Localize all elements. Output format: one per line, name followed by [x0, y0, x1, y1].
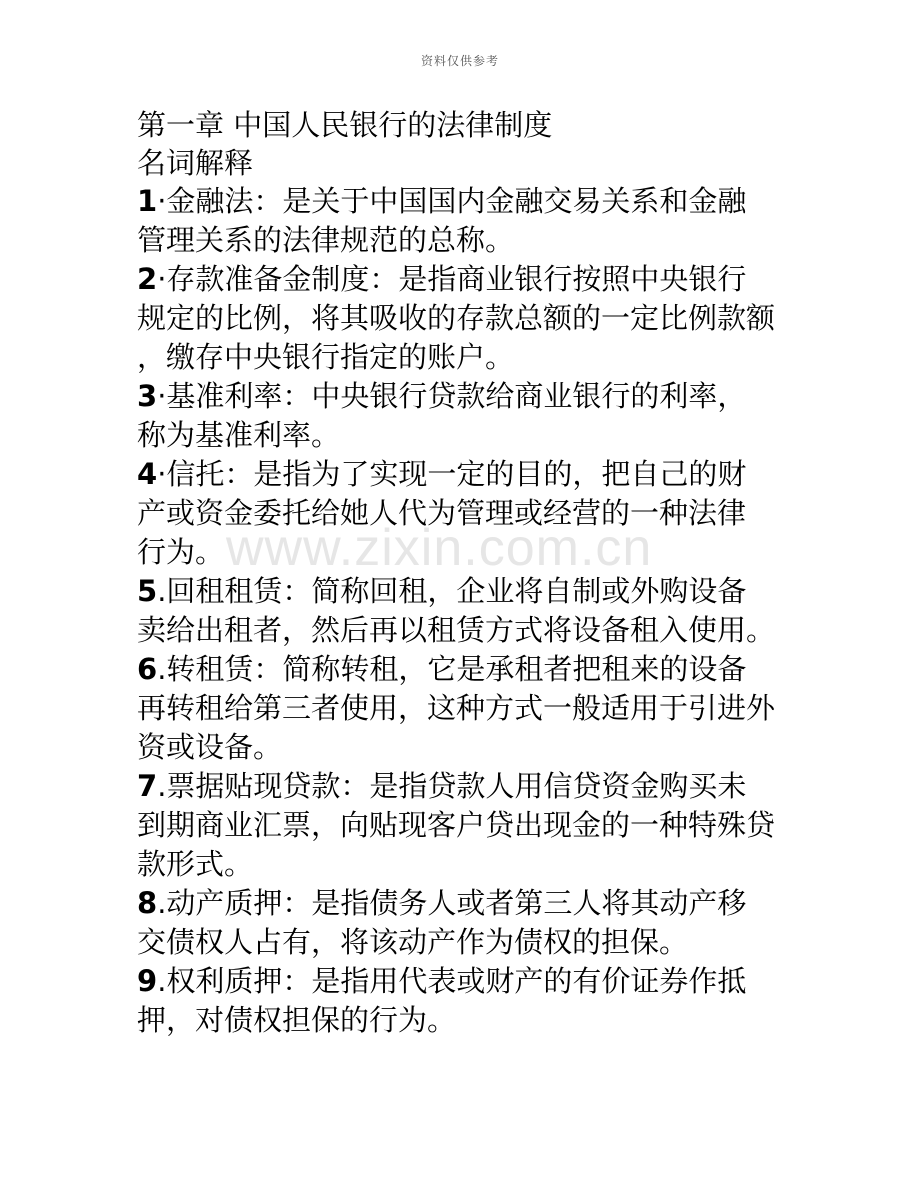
definition-line: 款形式。: [137, 847, 254, 881]
definition-line: [137, 260, 793, 299]
definition-text: 回租租赁：简称回租，企业将自制或外购设备: [166, 574, 747, 608]
definition-separator: .: [157, 886, 167, 920]
definition-line: 到期商业汇票，向贴现客户贷出现金的一种特殊贷: [137, 808, 776, 842]
definition-list: [137, 182, 793, 1040]
definition-line: ，缴存中央银行指定的账户。: [137, 340, 515, 374]
definition-number: 2: [137, 262, 158, 296]
definition-text: 权利质押：是指用代表或财产的有价证券作抵: [166, 964, 747, 998]
definition-line: [137, 962, 793, 1001]
definition-item: [137, 962, 793, 1040]
definition-text: 金融法：是关于中国国内金融交易关系和金融: [166, 184, 747, 218]
section-title: 名词解释: [137, 146, 254, 180]
definition-item: [137, 884, 793, 962]
definition-separator: ·: [157, 262, 167, 296]
definition-item: [137, 182, 793, 260]
definition-line: 规定的比例，将其吸收的存款总额的一定比例款额: [137, 301, 776, 335]
definition-line: [137, 767, 793, 806]
definition-text: 票据贴现贷款：是指贷款人用信贷资金购买未: [166, 769, 747, 803]
document-body: [137, 106, 793, 1040]
definition-text: 基准利率：中央银行贷款给商业银行的利率，: [166, 379, 747, 413]
definition-item: [137, 767, 793, 884]
definition-number: 7: [137, 769, 158, 803]
watermark: www.zixin.com.cn: [226, 519, 653, 577]
definition-text: 信托：是指为了实现一定的目的，把自己的财: [166, 457, 747, 491]
definition-separator: .: [157, 964, 167, 998]
definition-line: 资或设备。: [137, 730, 283, 764]
definition-line: [137, 572, 793, 611]
definition-line: [137, 377, 793, 416]
header-note: 资料仅供参考: [420, 54, 499, 68]
definition-number: 8: [137, 886, 158, 920]
definition-separator: .: [157, 652, 167, 686]
definition-line: 产或资金委托给她人代为管理或经营的一种法律: [137, 496, 747, 530]
definition-line: [137, 650, 793, 689]
definition-text: 存款准备金制度：是指商业银行按照中央银行: [166, 262, 747, 296]
definition-line: 行为。: [137, 535, 225, 569]
definition-number: 9: [137, 964, 158, 998]
definition-number: 4: [137, 457, 158, 491]
definition-line: 称为基准利率。: [137, 418, 341, 452]
definition-line: [137, 455, 793, 494]
definition-item: [137, 572, 793, 650]
definition-number: 5: [137, 574, 158, 608]
definition-number: 6: [137, 652, 158, 686]
definition-item: [137, 455, 793, 572]
definition-text: 转租赁：简称转租，它是承租者把租来的设备: [166, 652, 747, 686]
definition-item: [137, 650, 793, 767]
definition-number: 1: [137, 184, 158, 218]
definition-separator: ·: [157, 457, 167, 491]
definition-number: 3: [137, 379, 158, 413]
definition-separator: ·: [157, 184, 167, 218]
definition-line: 管理关系的法律规范的总称。: [137, 223, 515, 257]
definition-item: [137, 260, 793, 377]
definition-line: 卖给出租者，然后再以租赁方式将设备租入使用。: [137, 613, 776, 647]
definition-line: [137, 884, 793, 923]
definition-line: 再转租给第三者使用，这种方式一般适用于引进外: [137, 691, 776, 725]
definition-item: [137, 377, 793, 455]
definition-separator: .: [157, 769, 167, 803]
definition-text: 动产质押：是指债务人或者第三人将其动产移: [166, 886, 747, 920]
definition-line: [137, 182, 793, 221]
definition-separator: .: [157, 574, 167, 608]
definition-separator: ·: [157, 379, 167, 413]
definition-line: 押，对债权担保的行为。: [137, 1003, 457, 1037]
chapter-title: 第一章 中国人民银行的法律制度: [137, 108, 553, 142]
definition-line: 交债权人占有，将该动产作为债权的担保。: [137, 925, 689, 959]
